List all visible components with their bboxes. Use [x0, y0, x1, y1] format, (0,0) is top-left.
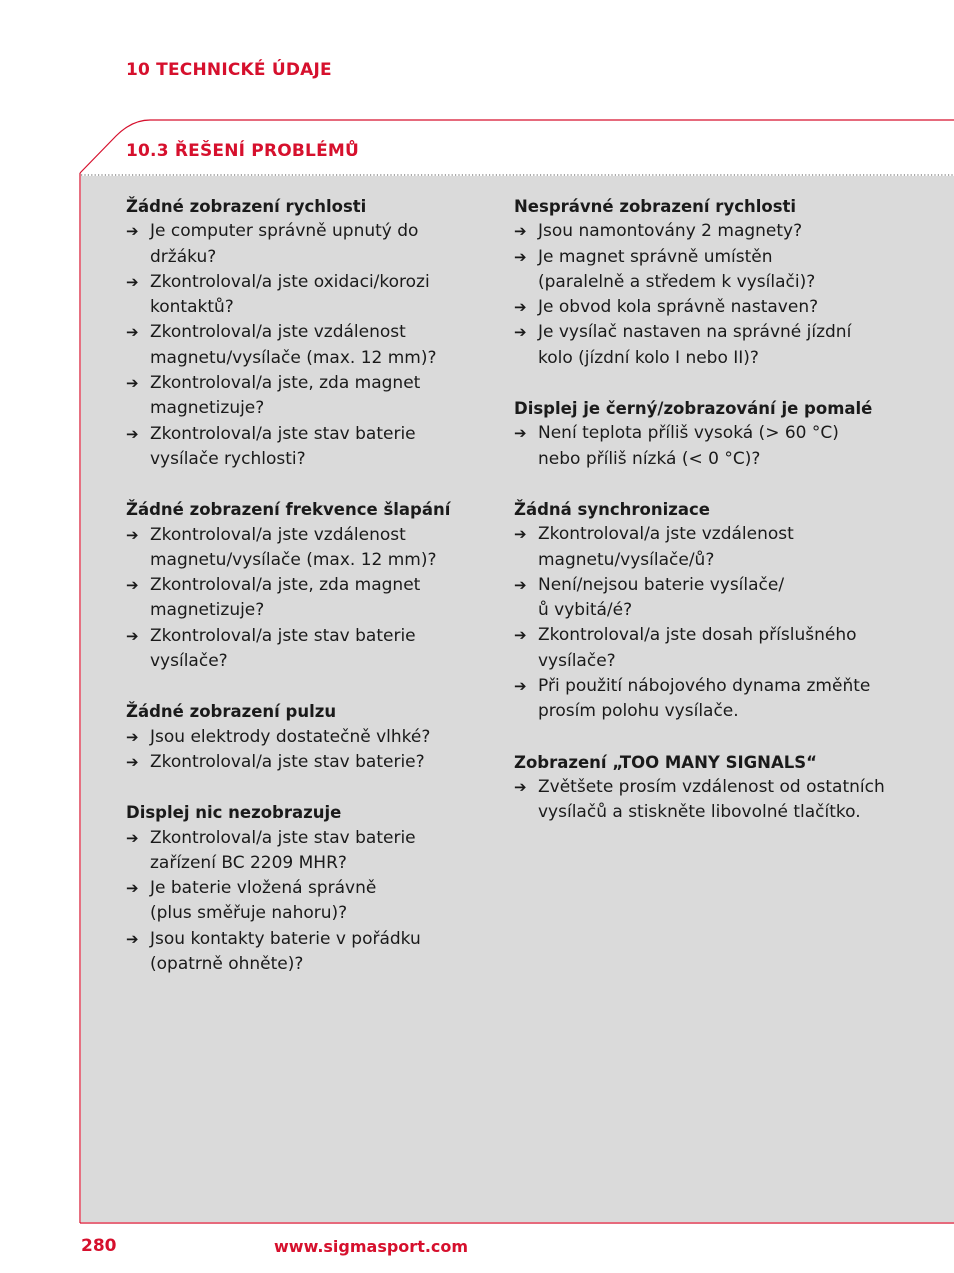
arrow-right-icon: ➔ — [126, 828, 139, 847]
arrow-right-icon: ➔ — [126, 424, 139, 443]
checklist-item-text: Zkontroloval/a jste vzdálenost — [538, 524, 794, 545]
checklist-item-text: Při použití nábojového dynama změňte — [538, 676, 871, 697]
checklist-item — [126, 219, 466, 270]
checklist-item-text: magnetu/vysílače/ů? — [538, 549, 715, 570]
checklist-item — [514, 775, 914, 826]
checklist-item — [126, 624, 466, 675]
arrow-right-icon: ➔ — [126, 626, 139, 645]
page-number: 280 — [81, 1236, 117, 1256]
group-heading: Žádná synchronizace — [514, 499, 710, 519]
arrow-right-icon: ➔ — [514, 424, 527, 443]
checklist-item-text: kolo (jízdní kolo I nebo II)? — [538, 347, 759, 368]
checklist-item — [126, 826, 466, 877]
arrow-right-icon: ➔ — [514, 626, 527, 645]
checklist-item-text: vysílačů a stiskněte libovolné tlačítko. — [538, 802, 861, 823]
checklist-item-text: (paralelně a středem k vysílači)? — [538, 271, 816, 292]
checklist — [514, 219, 914, 371]
checklist — [126, 826, 466, 978]
checklist-item-text: magnetu/vysílače (max. 12 mm)? — [150, 549, 437, 570]
checklist-item-text: Jsou kontakty baterie v pořádku — [150, 928, 421, 949]
checklist-item — [514, 522, 914, 573]
arrow-right-icon: ➔ — [514, 777, 527, 796]
checklist-item-text: Je obvod kola správně nastaven? — [538, 297, 819, 318]
arrow-right-icon: ➔ — [126, 374, 139, 393]
checklist-item-text: Jsou elektrody dostatečně vlhké? — [150, 726, 431, 747]
checklist-item-text: (plus směřuje nahoru)? — [150, 903, 348, 924]
checklist-item-text: Zvětšete prosím vzdálenost od ostatních — [538, 776, 885, 797]
troubleshooting-group — [514, 194, 914, 371]
checklist-item-text: vysílače? — [150, 651, 228, 672]
checklist-item-text: Zkontroloval/a jste stav baterie — [150, 625, 416, 646]
checklist-item-text: Zkontroloval/a jste stav baterie? — [150, 751, 425, 772]
group-heading: Displej je černý/zobrazování je pomalé — [514, 399, 873, 419]
arrow-right-icon: ➔ — [126, 222, 139, 241]
checklist-item — [126, 876, 466, 927]
troubleshooting-group — [126, 800, 466, 977]
checklist-item-text: Zkontroloval/a jste vzdálenost — [150, 524, 406, 545]
checklist-item-text: prosím polohu vysílače. — [538, 701, 739, 722]
arrow-right-icon: ➔ — [514, 222, 527, 241]
checklist — [514, 421, 914, 472]
checklist-item — [514, 295, 914, 320]
checklist-item-text: Je magnet správně umístěn — [538, 246, 773, 267]
checklist-item-text: Jsou namontovány 2 magnety? — [538, 221, 803, 242]
checklist-item-text: (opatrně ohněte)? — [150, 954, 304, 975]
checklist-item — [514, 623, 914, 674]
checklist-item-text: vysílače? — [538, 650, 616, 671]
checklist-item — [126, 371, 466, 422]
arrow-right-icon: ➔ — [126, 929, 139, 948]
checklist-item — [514, 573, 914, 624]
checklist-item — [126, 270, 466, 321]
section-title: 10.3 ŘEŠENÍ PROBLÉMŮ — [126, 141, 360, 161]
arrow-right-icon: ➔ — [514, 575, 527, 594]
arrow-right-icon: ➔ — [126, 576, 139, 595]
arrow-right-icon: ➔ — [514, 525, 527, 544]
checklist-item — [514, 219, 914, 244]
checklist-item-text: vysílače rychlosti? — [150, 448, 306, 469]
group-heading: Žádné zobrazení frekvence šlapání — [126, 500, 451, 520]
arrow-right-icon: ➔ — [126, 879, 139, 898]
checklist-item-text: Zkontroloval/a jste vzdálenost — [150, 322, 406, 343]
checklist-item — [126, 725, 466, 750]
checklist — [514, 522, 914, 724]
footer-url[interactable]: www.sigmasport.com — [274, 1237, 469, 1256]
checklist-item-text: Zkontroloval/a jste oxidaci/korozi — [150, 271, 430, 292]
group-heading: Žádné zobrazení rychlosti — [126, 197, 367, 216]
group-heading: Displej nic nezobrazuje — [126, 803, 342, 823]
checklist-item-text: nebo příliš nízká (< 0 °C)? — [538, 448, 761, 469]
checklist-item — [126, 750, 466, 775]
troubleshooting-group — [126, 194, 466, 472]
checklist-item — [126, 422, 466, 473]
arrow-right-icon: ➔ — [126, 727, 139, 746]
right-column — [514, 194, 914, 851]
checklist-item-text: Zkontroloval/a jste stav baterie — [150, 827, 416, 848]
checklist-item-text: Zkontroloval/a jste, zda magnet — [150, 373, 421, 394]
checklist-item-text: Je baterie vložená správně — [150, 878, 377, 899]
chapter-title: 10 TECHNICKÉ ÚDAJE — [126, 60, 332, 80]
checklist — [126, 523, 466, 675]
troubleshooting-group — [126, 699, 466, 775]
arrow-right-icon: ➔ — [514, 323, 527, 342]
checklist-item-text: Není/nejsou baterie vysílače/ — [538, 574, 785, 595]
checklist — [126, 725, 466, 776]
checklist-item-text: Je vysílač nastaven na správné jízdní — [538, 322, 852, 343]
checklist-item-text: ů vybitá/é? — [538, 600, 633, 621]
checklist-item-text: magnetizuje? — [150, 600, 265, 621]
checklist-item — [126, 320, 466, 371]
arrow-right-icon: ➔ — [514, 677, 527, 696]
arrow-right-icon: ➔ — [126, 752, 139, 771]
checklist-item-text: Je computer správně upnutý do — [150, 221, 419, 242]
troubleshooting-group — [514, 396, 914, 472]
arrow-right-icon: ➔ — [514, 247, 527, 266]
checklist-item-text: zařízení BC 2209 MHR? — [150, 852, 347, 873]
arrow-right-icon: ➔ — [126, 323, 139, 342]
troubleshooting-group — [126, 497, 466, 674]
checklist-item — [514, 674, 914, 725]
checklist-item — [126, 927, 466, 978]
checklist-item-text: držáku? — [150, 246, 217, 267]
checklist-item — [514, 320, 914, 371]
checklist-item-text: Není teplota příliš vysoká (> 60 °C) — [538, 423, 839, 444]
checklist-item-text: magnetizuje? — [150, 398, 265, 419]
checklist — [126, 219, 466, 472]
checklist-item-text: Zkontroloval/a jste dosah příslušného — [538, 625, 857, 646]
checklist-item — [514, 421, 914, 472]
group-heading: Zobrazení „TOO MANY SIGNALS“ — [514, 752, 817, 772]
group-heading: Žádné zobrazení pulzu — [126, 702, 337, 722]
checklist-item-text: Zkontroloval/a jste, zda magnet — [150, 575, 421, 596]
checklist-item — [514, 245, 914, 296]
checklist-item-text: Zkontroloval/a jste stav baterie — [150, 423, 416, 444]
arrow-right-icon: ➔ — [126, 525, 139, 544]
left-column — [126, 194, 466, 1002]
troubleshooting-group — [514, 750, 914, 826]
checklist-item-text: magnetu/vysílače (max. 12 mm)? — [150, 347, 437, 368]
arrow-right-icon: ➔ — [514, 298, 527, 317]
checklist-item-text: kontaktů? — [150, 297, 234, 318]
troubleshooting-group — [514, 497, 914, 725]
checklist — [514, 775, 914, 826]
group-heading: Nesprávné zobrazení rychlosti — [514, 197, 797, 216]
checklist-item — [126, 573, 466, 624]
arrow-right-icon: ➔ — [126, 272, 139, 291]
checklist-item — [126, 523, 466, 574]
